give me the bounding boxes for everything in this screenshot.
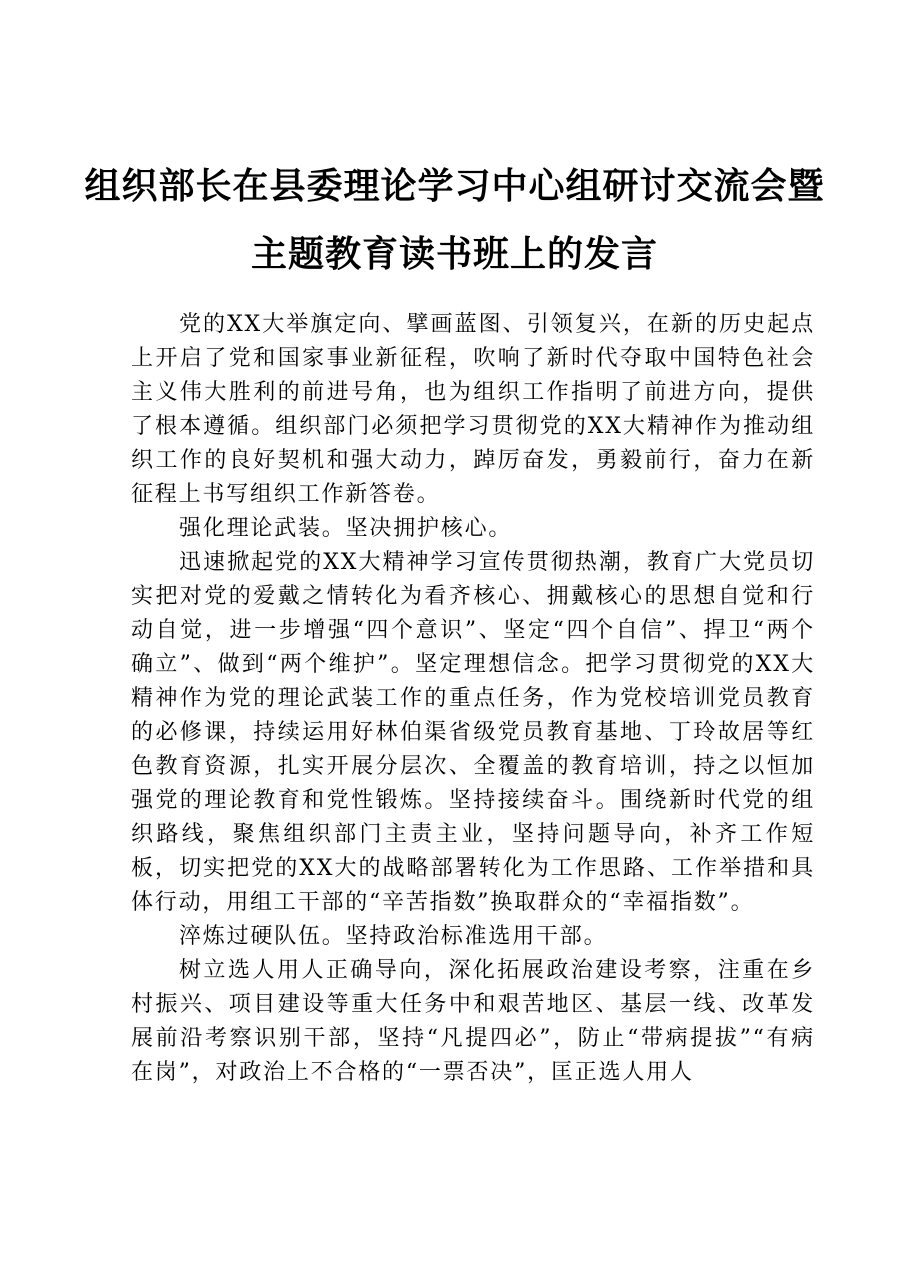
paragraph-heading-theory: 强化理论武装。坚决拥护核心。	[179, 516, 513, 541]
paragraph-heading-team: 淬炼过硬队伍。坚持政治标准选用干部。	[179, 924, 608, 949]
document-title-line-2: 主题教育读书班上的发言	[250, 233, 658, 275]
document-title-line-1: 组织部长在县委理论学习中心组研讨交流会暨	[84, 165, 825, 207]
paragraph-intro: 党的XX大举旗定向、擘画蓝图、引领复兴，在新的历史起点上开启了党和国家事业新征程，吹响了新时代夺取中国特色社会主义伟大胜利的前进号角，也为组织工作指明了前进方向，提供了根本遵循。组织部门必须把学习贯彻党的XX大精神作为推动组织工作的良好契机和强大动力，踔厉奋发，勇毅前行，奋力在新征程上书写组织工作新答卷。	[131, 312, 815, 507]
document-body	[131, 308, 815, 1090]
paragraph-team: 树立选人用人正确导向，深化拓展政治建设考察，注重在乡村振兴、项目建设等重大任务中和艰苦地区、基层一线、改革发展前沿考察识别干部，坚持“凡提四必”，防止“带病提拔”“有病在岗”，对政治上不合格的“一票否决”，匡正选人用人	[131, 958, 815, 1085]
paragraph-theory: 迅速掀起党的XX大精神学习宣传贯彻热潮，教育广大党员切实把对党的爱戴之情转化为看齐核心、拥戴核心的思想自觉和行动自觉，进一步增强“四个意识”、坚定“四个自信”、捍卫“两个确立”、做到“两个维护”。坚定理想信念。把学习贯彻党的XX大精神作为党的理论武装工作的重点任务，作为党校培训党员教育的必修课，持续运用好林伯渠省级党员教育基地、丁玲故居等红色教育资源，扎实开展分层次、全覆盖的教育培训，持之以恒加强党的理论教育和党性锻炼。坚持接续奋斗。围绕新时代党的组织路线，聚焦组织部门主责主业，坚持问题导向，补齐工作短板，切实把党的XX大的战略部署转化为工作思路、工作举措和具体行动，用组工干部的“辛苦指数”换取群众的“幸福指数”。	[131, 550, 815, 915]
